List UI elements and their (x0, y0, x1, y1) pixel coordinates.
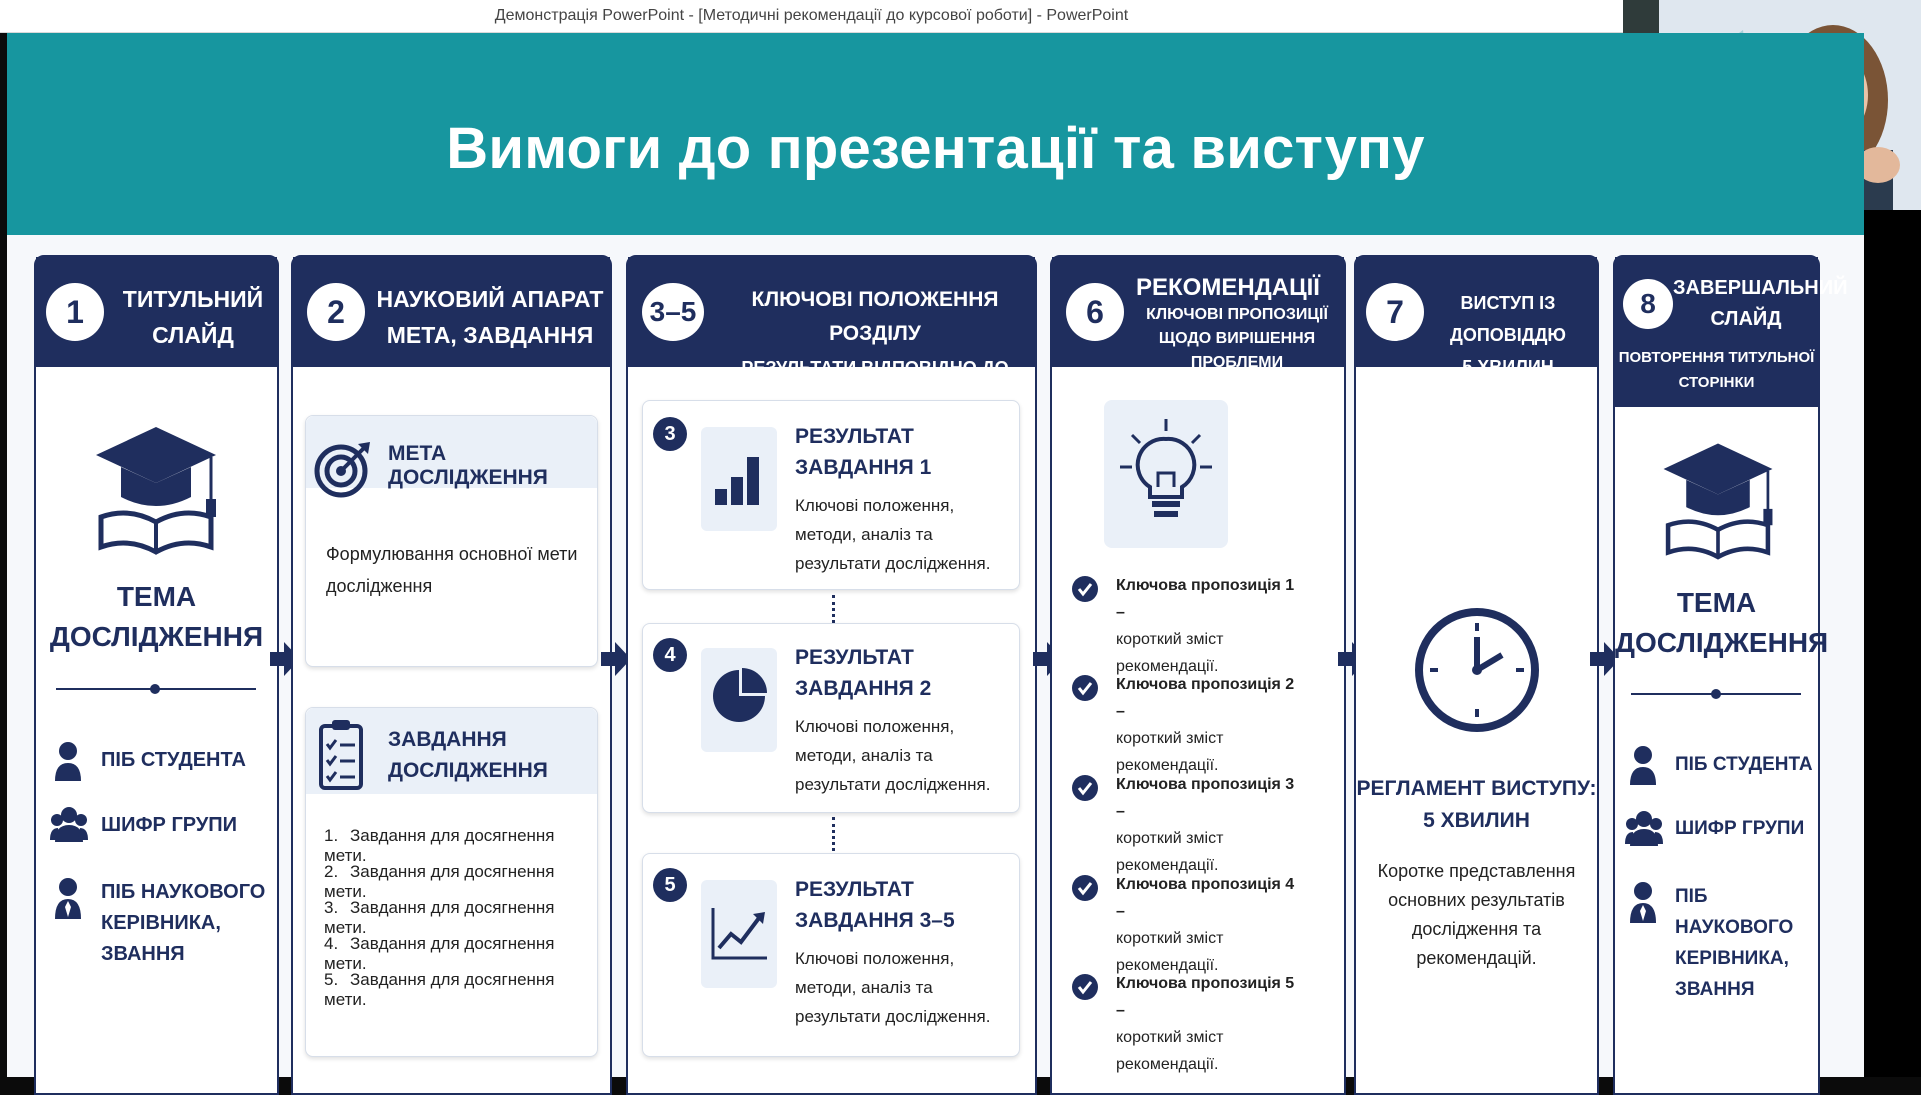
timing-title-line: 5 ХВИЛИН (1423, 809, 1530, 832)
person-icon (54, 741, 82, 781)
proposal-text (1116, 771, 1302, 879)
slide (7, 33, 1864, 1077)
window-title: Демонстрація PowerPoint - [Методичні рекомендації до курсової роботи] - PowerPoint (494, 7, 1129, 24)
panel-title-line: КЛЮЧОВІ ПОЛОЖЕННЯ РОЗДІЛУ (751, 288, 999, 345)
panel-title-line: КЛЮЧОВІ ПРОПОЗИЦІЇ (1146, 306, 1328, 323)
result-title-line: РЕЗУЛЬТАТ (795, 425, 914, 448)
result-text-line: методи, аналіз та (795, 525, 933, 544)
result-description (795, 491, 990, 578)
result-text-line: Ключові положення, (795, 717, 955, 736)
tasks-title-line: ДОСЛІДЖЕННЯ (388, 759, 548, 782)
tasks-list (324, 826, 597, 1009)
supervisor-line: ЗВАННЯ (1675, 979, 1755, 1000)
student-name-label: ПІБ СТУДЕНТА (101, 749, 246, 771)
group-code-label: ШИФР ГРУПИ (1675, 818, 1805, 839)
screen-edge (1864, 210, 1921, 1077)
proposal-line: рекомендації. (1116, 1056, 1219, 1073)
proposal-text (1116, 871, 1302, 979)
step-number: 1 (46, 283, 104, 341)
panel-header (1615, 257, 1848, 407)
person-icon (1629, 745, 1657, 785)
panel-recommendations (1050, 255, 1346, 1095)
timing-text-line: дослідження та (1411, 919, 1542, 939)
result-text-line: результати дослідження. (795, 775, 991, 794)
panel-final-slide (1613, 255, 1848, 1095)
group-icon (1625, 810, 1663, 846)
timing-text-line: рекомендацій. (1416, 948, 1537, 968)
proposal-line: рекомендації. (1116, 957, 1219, 974)
connector-dots (832, 817, 835, 851)
connector-dots (832, 595, 835, 623)
result-title-line: РЕЗУЛЬТАТ (795, 646, 914, 669)
panel-title-line: РЕКОМЕНДАЦІЇ (1136, 274, 1320, 301)
step-number: 3–5 (642, 283, 704, 341)
pie-chart-icon (709, 666, 769, 726)
result-text-line: Ключові положення, (795, 949, 955, 968)
panel-title-line: РЕЗУЛЬТАТИ ВІДПОВІДНО ДО (741, 358, 1009, 378)
slide-banner (7, 33, 1864, 235)
panel-title-line: ЩОДО ВИРІШЕННЯ ПРОБЛЕМИ (1158, 330, 1316, 371)
timing-text-line: основних результатів (1388, 890, 1565, 910)
proposal-head: Ключова пропозиція 1 – (1116, 577, 1295, 621)
panel-title-line: МЕТА, ЗАВДАННЯ (386, 322, 594, 348)
result-number: 5 (653, 868, 687, 902)
step-number: 6 (1066, 283, 1124, 341)
task-text: Завдання для досягнення мети. (324, 826, 555, 865)
result-card-1 (642, 400, 1020, 590)
panel-header (628, 257, 1035, 378)
panel-title-line: НАУКОВИЙ АПАРАТ (376, 286, 604, 312)
proposal-line: короткий зміст (1116, 930, 1224, 947)
proposal-text (1116, 671, 1302, 779)
list-item (324, 898, 597, 937)
panel-header (293, 257, 610, 367)
task-number: 1. (324, 826, 339, 845)
topic-line: ТЕМА (116, 581, 197, 612)
panel-title-line: ТИТУЛЬНИЙ (122, 286, 264, 312)
panel-header (1356, 257, 1597, 377)
panel-title-line: ВИСТУП ІЗ ДОПОВІДДЮ (1450, 293, 1566, 345)
panel-title-line: 5 ХВИЛИН (1462, 357, 1554, 377)
topic-label (36, 577, 277, 657)
panel-title (108, 281, 278, 353)
timing-text-line: Коротке представлення (1377, 861, 1576, 881)
tasks-card (305, 707, 598, 1057)
divider-dot (1711, 689, 1721, 699)
checkmark-icon (1072, 875, 1098, 901)
bar-chart-icon (713, 451, 765, 505)
line-chart-icon (711, 906, 769, 960)
proposal-line: рекомендації. (1116, 658, 1219, 675)
result-description (795, 712, 990, 799)
result-description (795, 944, 990, 1031)
supervisor-icon (54, 877, 82, 919)
task-text: Завдання для досягнення мети. (324, 898, 555, 937)
supervisor-line: КЕРІВНИКА, (101, 912, 221, 934)
task-text: Завдання для досягнення мети. (324, 970, 555, 1009)
slide-title: Вимоги до презентації та виступу (446, 116, 1425, 181)
result-title-line: ЗАВДАННЯ 3–5 (795, 909, 955, 932)
task-text: Завдання для досягнення мети. (324, 934, 555, 973)
group-code-label: ШИФР ГРУПИ (101, 814, 238, 836)
result-card-3 (642, 853, 1020, 1057)
graduation-cap-book-icon (91, 417, 221, 557)
panel-title (1418, 287, 1598, 383)
panel-title-line: ЗАВЕРШАЛЬНИЙ (1673, 277, 1848, 299)
panel-title (375, 281, 605, 353)
step-number: 8 (1623, 279, 1673, 329)
list-item (324, 934, 597, 973)
topic-line: ТЕМА (1676, 587, 1757, 618)
result-title-line: РЕЗУЛЬТАТ (795, 878, 914, 901)
target-icon (314, 440, 372, 498)
panel-title (1130, 273, 1344, 375)
student-name-label: ПІБ СТУДЕНТА (1675, 754, 1813, 775)
result-card-2 (642, 623, 1020, 813)
goal-description (326, 538, 577, 602)
checkmark-icon (1072, 974, 1098, 1000)
result-text-line: результати дослідження. (795, 554, 991, 573)
panel-scientific-apparatus (291, 255, 612, 1095)
result-text-line: методи, аналіз та (795, 978, 933, 997)
supervisor-line: КЕРІВНИКА, (1675, 948, 1789, 969)
topic-line: ДОСЛІДЖЕННЯ (1615, 627, 1829, 658)
timing-title-line: РЕГЛАМЕНТ ВИСТУПУ: (1356, 777, 1597, 800)
checkmark-icon (1072, 576, 1098, 602)
result-title (795, 642, 931, 704)
list-item (324, 862, 597, 901)
step-number: 2 (307, 283, 365, 341)
result-text-line: методи, аналіз та (795, 746, 933, 765)
window-title-bar (0, 0, 1623, 33)
proposal-line: короткий зміст (1116, 1029, 1224, 1046)
list-item (324, 970, 597, 1009)
task-number: 2. (324, 862, 339, 881)
graduation-cap-book-icon (1659, 432, 1777, 564)
list-item (324, 826, 597, 865)
panel-header (1052, 257, 1344, 371)
task-number: 5. (324, 970, 339, 989)
panel-key-results (626, 255, 1037, 1095)
goal-title: МЕТА ДОСЛІДЖЕННЯ (388, 442, 548, 489)
panel-presentation-talk (1354, 255, 1599, 1095)
panel-title-line: СЛАЙД (152, 322, 234, 348)
topic-line: ДОСЛІДЖЕННЯ (49, 621, 264, 652)
topic-label (1615, 583, 1829, 663)
task-number: 4. (324, 934, 339, 953)
step-number: 7 (1366, 283, 1424, 341)
timing-title (1356, 773, 1597, 837)
lightbulb-icon (1118, 417, 1214, 527)
panel-title-line: СЛАЙД (1710, 308, 1782, 330)
result-title-line: ЗАВДАННЯ 2 (795, 677, 932, 700)
result-number: 4 (653, 638, 687, 672)
tasks-title (388, 724, 548, 786)
panel-subtitle-line: СТОРІНКИ (1678, 374, 1755, 391)
result-title (795, 421, 931, 483)
result-text-line: результати дослідження. (795, 1007, 991, 1026)
proposal-line: короткий зміст (1116, 631, 1224, 648)
tasks-title-line: ЗАВДАННЯ (388, 728, 507, 751)
proposal-text (1116, 970, 1302, 1078)
result-title (795, 874, 955, 936)
proposal-head: Ключова пропозиція 5 – (1116, 975, 1295, 1019)
panel-header (36, 257, 277, 367)
panel-title (1673, 273, 1848, 335)
proposal-line: короткий зміст (1116, 830, 1224, 847)
proposal-line: рекомендації. (1116, 757, 1219, 774)
panel-subtitle (1615, 345, 1818, 395)
result-text-line: Ключові положення, (795, 496, 955, 515)
supervisor-label (1675, 881, 1818, 1005)
goal-card (305, 415, 598, 667)
supervisor-line: ЗВАННЯ (101, 943, 185, 965)
proposal-text (1116, 572, 1302, 680)
result-title-line: ЗАВДАННЯ 1 (795, 456, 932, 479)
clock-icon (1414, 607, 1540, 733)
group-icon (50, 806, 88, 842)
panel-title-slide (34, 255, 279, 1095)
supervisor-label (101, 877, 265, 970)
proposal-line: короткий зміст (1116, 730, 1224, 747)
goal-text-line: дослідження (326, 576, 433, 596)
checkmark-icon (1072, 775, 1098, 801)
task-text: Завдання для досягнення мети. (324, 862, 555, 901)
task-number: 3. (324, 898, 339, 917)
proposal-head: Ключова пропозиція 3 – (1116, 776, 1295, 820)
supervisor-line: ПІБ НАУКОВОГО (101, 881, 266, 903)
result-number: 3 (653, 417, 687, 451)
goal-text-line: Формулювання основної мети (326, 544, 578, 564)
supervisor-line: ПІБ НАУКОВОГО (1675, 886, 1794, 938)
panel-subtitle-line: ПОВТОРЕННЯ ТИТУЛЬНОЇ (1618, 349, 1815, 366)
checkmark-icon (1072, 675, 1098, 701)
proposal-line: рекомендації. (1116, 857, 1219, 874)
divider-dot (150, 684, 160, 694)
supervisor-icon (1629, 881, 1657, 923)
clipboard-checklist-icon (318, 718, 364, 792)
proposal-head: Ключова пропозиція 4 – (1116, 876, 1295, 920)
panel-title (714, 283, 1036, 419)
timing-description (1356, 857, 1597, 973)
proposal-head: Ключова пропозиція 2 – (1116, 676, 1295, 720)
